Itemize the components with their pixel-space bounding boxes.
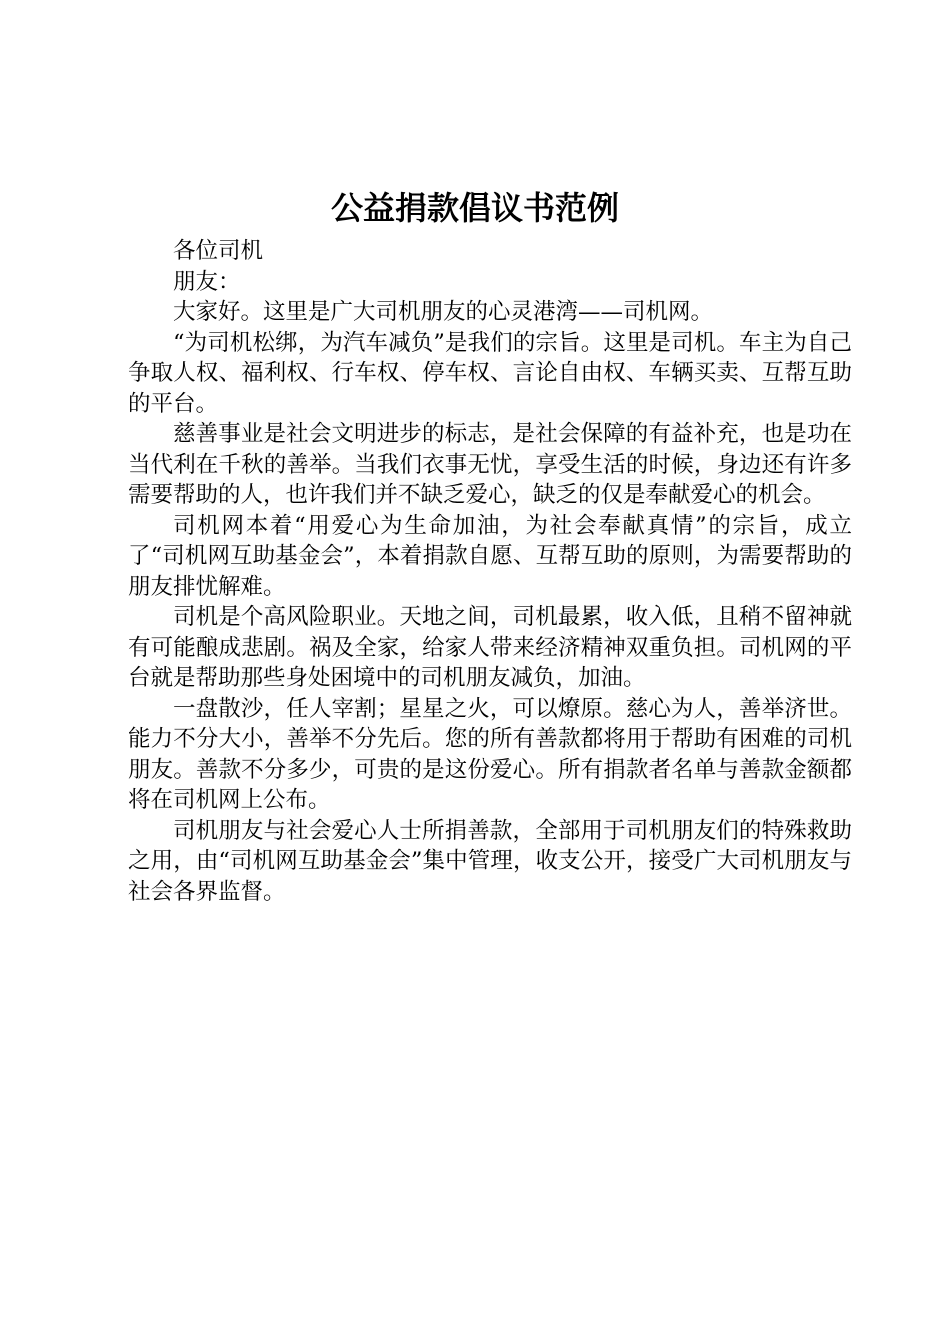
- salutation-line-1: 各位司机: [173, 238, 264, 264]
- paragraph-charity: 慈善事业是社会文明进步的标志，是社会保障的有益补充，也是功在当代利在千秋的善举。当我们衣事无忧，享受生活的时候，身边还有许多需要帮助的人，也许我们并不缺乏爱心，缺乏的仅是奉献爱心的机会。: [128, 421, 852, 508]
- document-title: 公益捐款倡议书范例: [330, 189, 619, 227]
- paragraph-appeal: 一盘散沙，任人宰割；星星之火，可以燎原。慈心为人，善举济世。能力不分大小，善举不分先后。您的所有善款都将用于帮助有困难的司机朋友。善款不分多少，可贵的是这份爱心。所有捐款者名单与善款金额都将在司机网上公布。: [128, 695, 852, 813]
- salutation-line-2: 朋友：: [173, 268, 241, 295]
- paragraph-risk: 司机是个高风险职业。天地之间，司机最累，收入低，且稍不留神就有可能酿成悲剧。祸及全家，给家人带来经济精神双重负担。司机网的平台就是帮助那些身处困境中的司机朋友减负，加油。: [128, 604, 852, 691]
- paragraph-purpose: “为司机松绑，为汽车减负”是我们的宗旨。这里是司机。车主为自己争取人权、福利权、行车权、停车权、言论自由权、车辆买卖、互帮互助的平台。: [128, 329, 852, 417]
- paragraph-management: 司机朋友与社会爱心人士所捐善款，全部用于司机朋友们的特殊救助之用，由“司机网互助基金会”集中管理，收支公开，接受广大司机朋友与社会各界监督。: [128, 817, 852, 905]
- document-body: [128, 236, 852, 907]
- paragraph-greeting: 大家好。这里是广大司机朋友的心灵港湾——司机网。: [173, 299, 714, 325]
- paragraph-foundation: 司机网本着“用爱心为生命加油，为社会奉献真情”的宗旨，成立了“司机网互助基金会”，本着捐款自愿、互帮互助的原则，为需要帮助的朋友排忧解难。: [128, 512, 852, 600]
